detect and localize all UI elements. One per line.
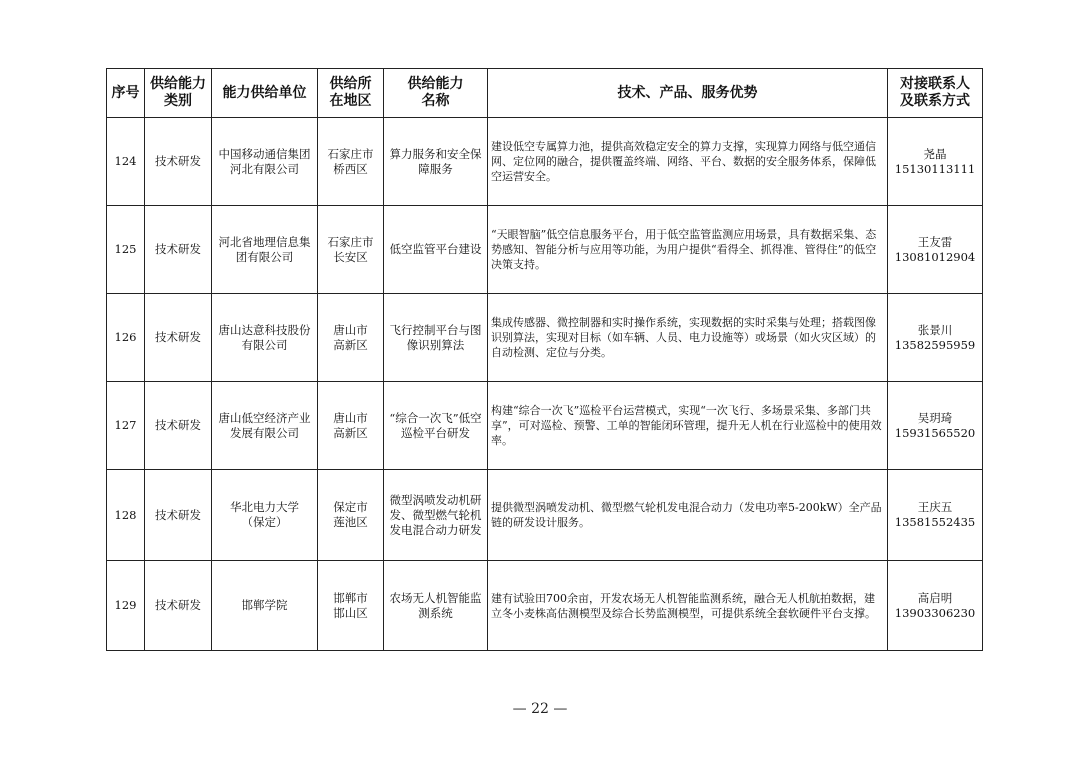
table-row — [107, 470, 983, 561]
cell-category: 技术研发 — [145, 206, 212, 294]
cell-contact — [888, 561, 983, 651]
cell-unit: 唐山低空经济产业发展有限公司 — [212, 382, 318, 470]
header-region — [318, 69, 384, 118]
cell-no: 124 — [107, 118, 145, 206]
cell-no: 127 — [107, 382, 145, 470]
page-number: — 22 — — [512, 701, 568, 717]
table-row — [107, 294, 983, 382]
cell-unit: 河北省地理信息集团有限公司 — [212, 206, 318, 294]
header-advantage: 技术、产品、服务优势 — [488, 69, 888, 118]
header-contact-text: 对接联系人 及联系方式 — [900, 76, 970, 109]
table-row — [107, 118, 983, 206]
header-category-text: 供给能力 类别 — [150, 76, 206, 109]
cell-region-text: 石家庄市 长安区 — [327, 234, 374, 264]
cell-advantage: 构建“综合一次飞”巡检平台运营模式，实现“一次飞行、多场景采集、多部门共享”，可对巡检、预警、工单的智能闭环管理，提升无人机在行业巡检中的使用效率。 — [488, 382, 888, 470]
cell-region-text: 唐山市 高新区 — [333, 322, 368, 352]
cell-advantage: 集成传感器、微控制器和实时操作系统，实现数据的实时采集与处理；搭载图像识别算法，实现对目标（如车辆、人员、电力设施等）或场景（如火灾区域）的自动检测、定位与分类。 — [488, 294, 888, 382]
cell-region-text: 保定市 莲池区 — [333, 500, 368, 529]
table-row — [107, 206, 983, 294]
cell-capability-name: 微型涡喷发动机研发、微型燃气轮机发电混合动力研发 — [384, 470, 488, 561]
cell-contact-text: 王友雷 13081012904 — [894, 234, 976, 264]
cell-advantage: 提供微型涡喷发动机、微型燃气轮机发电混合动力（发电功率5-200kW）全产品链的研发设计服务。 — [488, 470, 888, 561]
cell-contact-text: 尧晶 15130113111 — [894, 146, 976, 176]
cell-no: 126 — [107, 294, 145, 382]
cell-advantage: 建设低空专属算力池，提供高效稳定安全的算力支撑，实现算力网络与低空通信网、定位网的融合，提供覆盖终端、网络、平台、数据的安全服务体系，保障低空运营安全。 — [488, 118, 888, 206]
cell-region-text: 唐山市 高新区 — [333, 410, 368, 440]
cell-contact — [888, 118, 983, 206]
cell-region — [318, 470, 384, 561]
cell-contact — [888, 294, 983, 382]
supply-capability-table — [106, 68, 983, 651]
header-unit: 能力供给单位 — [212, 69, 318, 118]
header-contact — [888, 69, 983, 118]
cell-contact — [888, 206, 983, 294]
cell-region — [318, 561, 384, 651]
supply-capability-table-page — [106, 68, 982, 651]
cell-capability-name: 算力服务和安全保障服务 — [384, 118, 488, 206]
cell-category: 技术研发 — [145, 118, 212, 206]
cell-contact-text: 张景川 13582595959 — [894, 322, 976, 352]
table-row — [107, 382, 983, 470]
cell-no: 128 — [107, 470, 145, 561]
cell-contact-text: 高启明 13903306230 — [894, 590, 976, 620]
cell-region — [318, 294, 384, 382]
cell-contact — [888, 470, 983, 561]
cell-capability-name: 农场无人机智能监测系统 — [384, 561, 488, 651]
header-row — [107, 69, 983, 118]
header-name-text: 供给能力 名称 — [407, 76, 464, 109]
cell-region — [318, 118, 384, 206]
cell-category: 技术研发 — [145, 470, 212, 561]
cell-contact-text: 吴玥琦 15931565520 — [894, 410, 976, 440]
cell-unit: 中国移动通信集团河北有限公司 — [212, 118, 318, 206]
cell-region — [318, 382, 384, 470]
cell-region — [318, 206, 384, 294]
cell-contact — [888, 382, 983, 470]
header-region-text: 供给所 在地区 — [329, 76, 372, 109]
cell-advantage: “天眼智脑”低空信息服务平台，用于低空监管监测应用场景，具有数据采集、态势感知、智能分析与应用等功能，为用户提供“看得全、抓得准、管得住”的低空决策支持。 — [488, 206, 888, 294]
cell-capability-name: “综合一次飞”低空巡检平台研发 — [384, 382, 488, 470]
cell-region-text: 石家庄市 桥西区 — [327, 146, 374, 176]
cell-unit: 邯郸学院 — [212, 561, 318, 651]
table-row — [107, 561, 983, 651]
cell-advantage: 建有试验田700余亩，开发农场无人机智能监测系统，融合无人机航拍数据，建立冬小麦株高估测模型及综合长势监测模型，可提供系统全套软硬件平台支撑。 — [488, 561, 888, 651]
cell-unit: 唐山达意科技股份有限公司 — [212, 294, 318, 382]
cell-category: 技术研发 — [145, 294, 212, 382]
header-no: 序号 — [107, 69, 145, 118]
cell-contact-text: 王庆五 13581552435 — [894, 500, 976, 529]
header-name — [384, 69, 488, 118]
cell-category: 技术研发 — [145, 382, 212, 470]
cell-unit-text: 华北电力大学 （保定） — [230, 500, 299, 529]
cell-region-text: 邯郸市 邯山区 — [333, 590, 368, 620]
cell-no: 129 — [107, 561, 145, 651]
header-category — [145, 69, 212, 118]
table-body — [107, 118, 983, 651]
cell-capability-name: 低空监管平台建设 — [384, 206, 488, 294]
cell-no: 125 — [107, 206, 145, 294]
cell-capability-name: 飞行控制平台与图像识别算法 — [384, 294, 488, 382]
cell-category: 技术研发 — [145, 561, 212, 651]
table-header — [107, 69, 983, 118]
cell-unit — [212, 470, 318, 561]
